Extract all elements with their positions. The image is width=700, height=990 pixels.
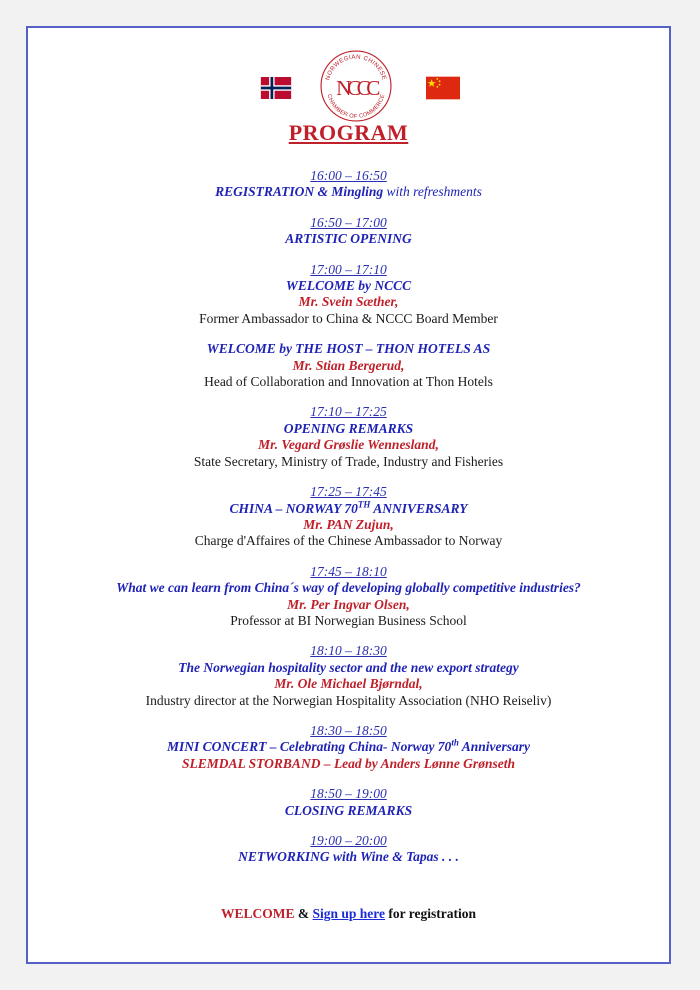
speaker-name: Mr. Ole Michael Bjørndal, — [274, 676, 423, 692]
china-flag-icon — [426, 76, 460, 100]
speaker-name: Mr. Per Ingvar Olsen, — [287, 596, 410, 612]
session-title: WELCOME by NCCC — [285, 278, 412, 294]
program-item — [28, 262, 669, 328]
speaker-name: Mr. Svein Sæther, — [298, 294, 399, 310]
time-slot: 16:00 – 16:50 — [310, 168, 387, 183]
session-title: REGISTRATION & Mingling with refreshments — [215, 184, 482, 200]
speaker-role: Professor at BI Norwegian Business School — [230, 612, 467, 628]
speaker-role: Former Ambassador to China & NCCC Board Member — [199, 310, 498, 326]
program-page — [26, 26, 671, 964]
session-title: The Norwegian hospitality sector and the new export strategy — [178, 659, 519, 675]
svg-text:CHAMBER OF COMMERCE: CHAMBER OF COMMERCE — [325, 93, 387, 120]
time-slot: 16:50 – 17:00 — [310, 214, 387, 230]
speaker-role: Charge d'Affaires of the Chinese Ambassador to Norway — [194, 533, 503, 549]
performer: SLEMDAL STORBAND – Lead by Anders Lønne Grønseth — [182, 755, 515, 771]
session-title: What we can learn from China´s way of developing globally competitive industries? — [116, 580, 581, 596]
speaker-name: Mr. Stian Bergerud, — [292, 357, 405, 373]
time-slot: 18:30 – 18:50 — [310, 722, 387, 738]
program-item — [28, 341, 669, 390]
speaker-name: Mr. Vegard Grøslie Wennesland, — [258, 437, 439, 453]
session-title: MINI CONCERT – Celebrating China- Norway 70th Anniversary — [167, 737, 530, 755]
program-item — [28, 643, 669, 709]
page-title: PROGRAM — [288, 120, 409, 145]
program-list — [28, 168, 669, 880]
time-slot: 17:45 – 18:10 — [310, 563, 387, 579]
program-item — [28, 723, 669, 772]
time-slot: 17:25 – 17:45 — [310, 484, 387, 500]
speaker-role: Head of Collaboration and Innovation at Thon Hotels — [204, 374, 493, 390]
program-item — [28, 484, 669, 550]
program-item — [28, 786, 669, 819]
session-title: CHINA – NORWAY 70TH ANNIVERSARY — [229, 499, 468, 516]
time-slot: 19:00 – 20:00 — [310, 833, 387, 848]
program-item — [28, 833, 669, 866]
speaker-name: Mr. PAN Zujun, — [303, 516, 394, 532]
sign-up-link[interactable]: Sign up here — [312, 906, 386, 921]
welcome-text: WELCOME — [220, 906, 295, 921]
ampersand: & — [294, 906, 313, 921]
time-slot: 17:00 – 17:10 — [310, 261, 387, 277]
norway-flag-icon — [260, 77, 292, 99]
program-item — [28, 564, 669, 630]
time-slot: 18:10 – 18:30 — [310, 643, 387, 659]
speaker-role: State Secretary, Ministry of Trade, Industry and Fisheries — [193, 453, 504, 469]
registration-footer — [28, 906, 669, 922]
session-title: CLOSING REMARKS — [284, 802, 413, 818]
program-item — [28, 404, 669, 470]
time-slot: 17:10 – 17:25 — [310, 404, 387, 420]
svg-text:NORWEGIAN CHINESE: NORWEGIAN CHINESE — [324, 53, 388, 82]
session-title: ARTISTIC OPENING — [285, 231, 412, 247]
registration-text: for registration — [385, 906, 477, 921]
svg-text:NCCC: NCCC — [336, 76, 376, 101]
session-title: WELCOME by THE HOST – THON HOTELS AS — [206, 341, 491, 357]
speaker-role: Industry director at the Norwegian Hospitality Association (NHO Reiseliv) — [145, 692, 552, 708]
program-item — [28, 215, 669, 248]
program-item — [28, 168, 669, 201]
nccc-logo — [318, 48, 394, 124]
session-title: NETWORKING with Wine & Tapas . . . — [238, 849, 459, 865]
session-title: OPENING REMARKS — [283, 420, 414, 436]
time-slot: 18:50 – 19:00 — [310, 786, 387, 802]
